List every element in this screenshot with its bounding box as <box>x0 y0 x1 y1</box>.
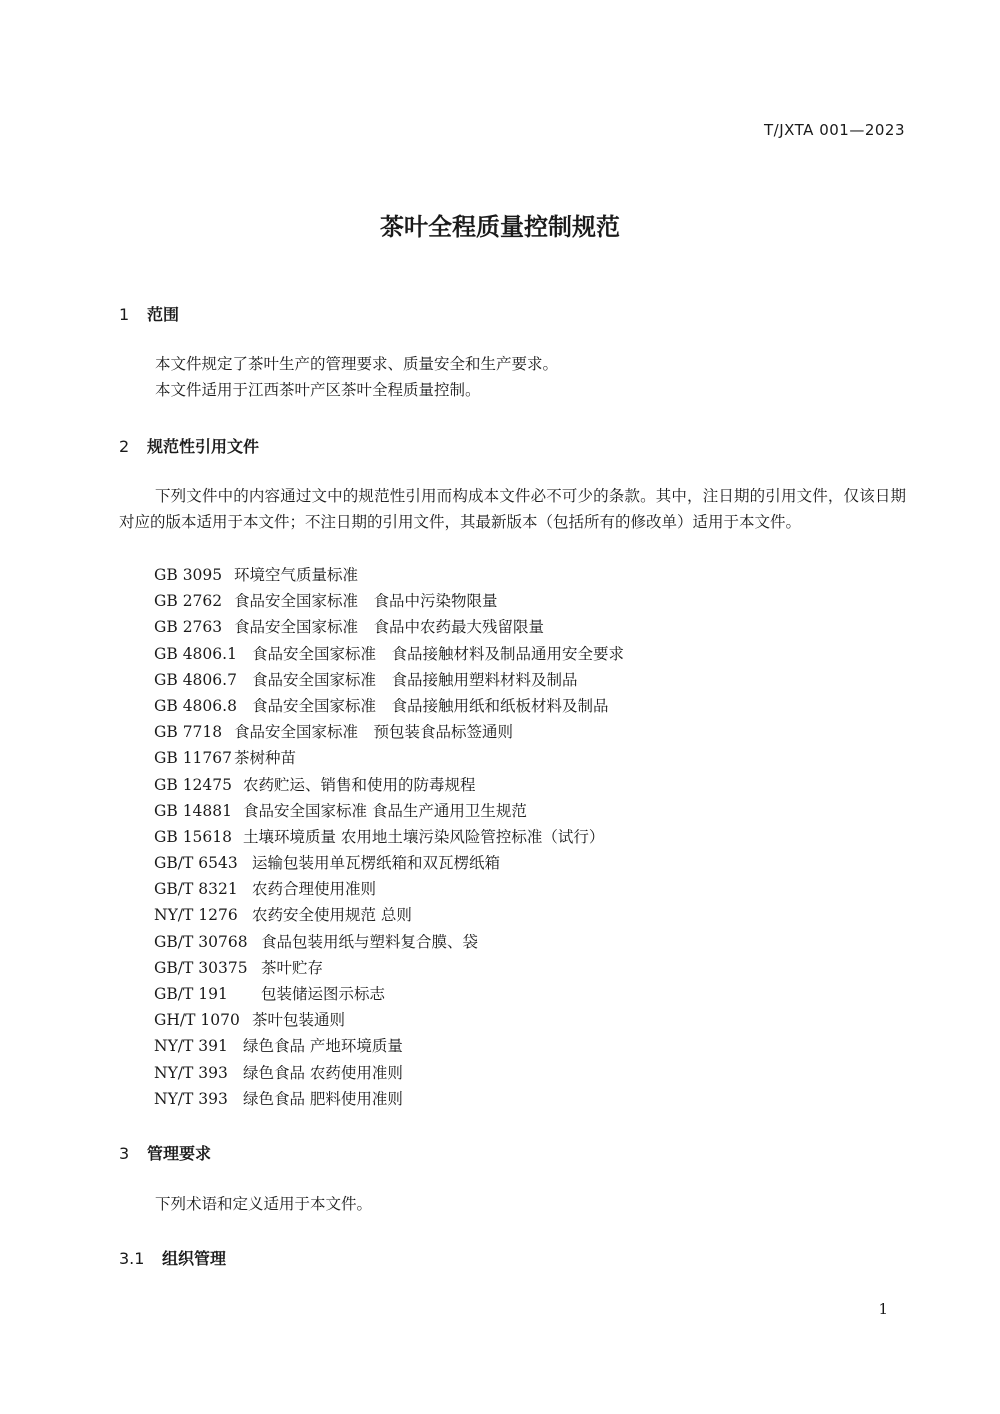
reference-item <box>154 902 624 928</box>
reference-title: 运输包装用单瓦楞纸箱和双瓦楞纸箱 <box>252 854 501 873</box>
reference-item <box>154 876 624 902</box>
reference-code: GH/T 1070 <box>154 1011 240 1030</box>
reference-item <box>154 1007 624 1033</box>
reference-title: 茶叶贮存 <box>261 958 324 977</box>
reference-item <box>154 719 624 745</box>
reference-code: GB/T 6543 <box>154 854 238 873</box>
reference-title: 食品安全国家标准 食品接触用塑料材料及制品 <box>252 670 578 689</box>
reference-code: GB 4806.1 <box>154 644 237 663</box>
reference-title: 食品安全国家标准 预包装食品标签通则 <box>234 723 514 742</box>
reference-title: 茶叶包装通则 <box>252 1011 346 1030</box>
references-intro-paragraph: 下列文件中的内容通过文中的规范性引用而构成本文件必不可少的条款。其中，注日期的引用文件，仅该日期对应的版本适用于本文件；不注日期的引用文件，其最新版本（包括所有的修改单）适用于本文件。 <box>119 487 906 531</box>
section-number: 2 <box>119 437 130 456</box>
reference-title: 绿色食品 肥料使用准则 <box>243 1089 403 1108</box>
reference-title: 环境空气质量标准 <box>234 566 359 584</box>
reference-code: GB 12475 <box>154 775 233 794</box>
reference-item <box>154 824 624 850</box>
reference-item <box>154 850 624 876</box>
reference-code: GB 3095 <box>154 566 223 584</box>
reference-title: 土壤环境质量 农用地土壤污染风险管控标准（试行） <box>243 827 605 846</box>
reference-item <box>154 955 624 981</box>
reference-code: NY/T 1276 <box>154 906 238 925</box>
reference-code: GB 7718 <box>154 723 223 742</box>
reference-item <box>154 641 624 667</box>
reference-item <box>154 562 624 588</box>
reference-item <box>154 1086 624 1112</box>
reference-title: 绿色食品 农药使用准则 <box>243 1063 403 1082</box>
reference-code: NY/T 393 <box>154 1063 228 1082</box>
reference-code: GB/T 30768 <box>154 932 248 951</box>
reference-title: 农药合理使用准则 <box>252 880 377 899</box>
reference-item <box>154 745 624 771</box>
reference-code: GB 2763 <box>154 618 223 637</box>
scope-paragraph-1: 本文件规定了茶叶生产的管理要求、质量安全和生产要求。 <box>155 355 559 373</box>
document-code: T/JXTA 001—2023 <box>764 121 905 139</box>
scope-paragraph-2: 本文件适用于江西茶叶产区茶叶全程质量控制。 <box>155 381 481 399</box>
section-title: 规范性引用文件 <box>147 437 260 456</box>
reference-title: 食品包装用纸与塑料复合膜、袋 <box>261 932 479 951</box>
reference-title: 茶树种苗 <box>234 749 297 768</box>
section-1-heading <box>119 302 179 325</box>
reference-item <box>154 772 624 798</box>
reference-item <box>154 588 624 614</box>
reference-code: GB/T 30375 <box>154 958 248 977</box>
section-title: 范围 <box>147 305 180 324</box>
reference-title: 食品安全国家标准 食品生产通用卫生规范 <box>243 801 527 820</box>
reference-title: 食品安全国家标准 食品接触材料及制品通用安全要求 <box>252 644 625 663</box>
section-title: 管理要求 <box>147 1144 212 1163</box>
reference-title: 农药安全使用规范 总则 <box>252 906 412 925</box>
reference-item <box>154 614 624 640</box>
reference-title: 包装储运图示标志 <box>261 985 386 1003</box>
reference-code: GB 2762 <box>154 592 223 611</box>
reference-title: 绿色食品 产地环境质量 <box>243 1037 403 1056</box>
terms-paragraph: 下列术语和定义适用于本文件。 <box>155 1195 373 1213</box>
document-title: 茶叶全程质量控制规范 <box>380 213 620 241</box>
reference-code: GB 4806.8 <box>154 696 237 715</box>
reference-title: 农药贮运、销售和使用的防毒规程 <box>243 775 476 794</box>
reference-code: GB 15618 <box>154 827 233 846</box>
reference-item <box>154 1060 624 1086</box>
reference-code: NY/T 391 <box>154 1037 228 1056</box>
reference-item <box>154 1033 624 1059</box>
reference-code: GB 14881 <box>154 801 233 820</box>
page-number: 1 <box>878 1300 888 1318</box>
reference-code: GB/T 191 <box>154 985 228 1003</box>
reference-code: GB 4806.7 <box>154 670 237 689</box>
reference-title: 食品安全国家标准 食品中污染物限量 <box>234 592 498 611</box>
reference-item <box>154 929 624 955</box>
section-number: 1 <box>119 305 130 324</box>
reference-code: GB/T 8321 <box>154 880 238 899</box>
reference-item <box>154 798 624 824</box>
subsection-title: 组织管理 <box>162 1249 227 1268</box>
reference-item <box>154 667 624 693</box>
reference-title: 食品安全国家标准 食品接触用纸和纸板材料及制品 <box>252 696 609 715</box>
reference-item <box>154 981 624 1007</box>
reference-title: 食品安全国家标准 食品中农药最大残留限量 <box>234 618 545 637</box>
section-number: 3 <box>119 1144 130 1163</box>
subsection-number: 3.1 <box>119 1249 145 1268</box>
reference-list <box>154 562 624 1112</box>
reference-item <box>154 693 624 719</box>
reference-code: GB 11767 <box>154 749 233 768</box>
reference-code: NY/T 393 <box>154 1089 228 1108</box>
section-2-heading <box>119 434 259 457</box>
section-3-heading <box>119 1141 211 1164</box>
subsection-3-1-heading <box>119 1246 226 1269</box>
